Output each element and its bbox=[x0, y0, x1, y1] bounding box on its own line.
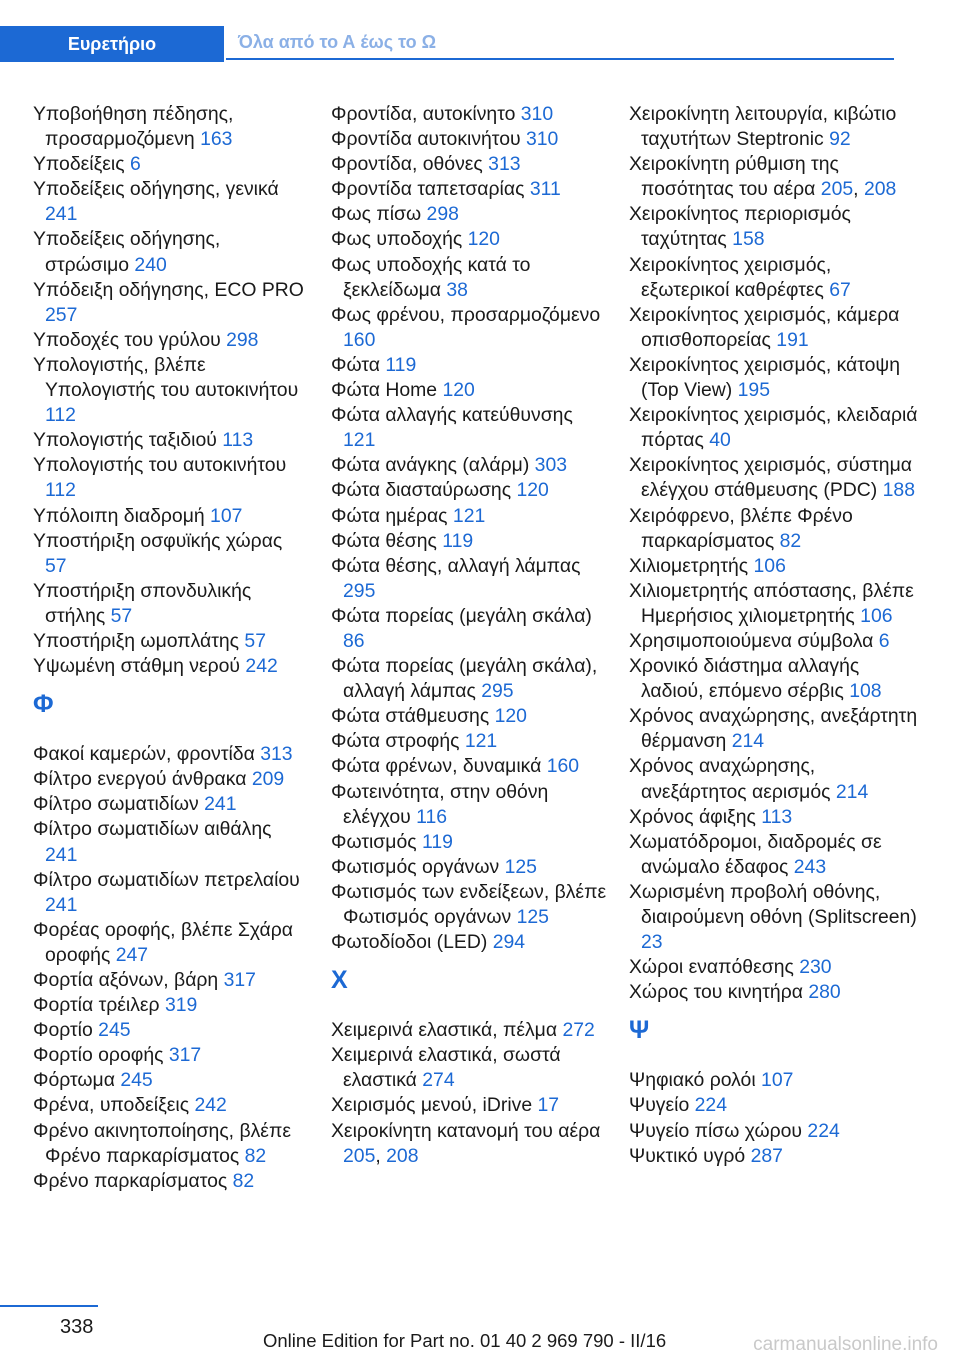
index-term: Φωτισμός των ενδείξεων, βλέπε Φωτισμός οργάνων bbox=[331, 880, 607, 928]
index-term: Φως φρένου, προσαρμοζόμενο bbox=[331, 303, 601, 326]
index-term: Φωτοδίοδοι (LED) bbox=[331, 931, 488, 954]
index-term: Υπολογιστής, βλέπε Υπολογιστής του αυτοκινήτου bbox=[33, 353, 299, 402]
page-link[interactable]: 6 bbox=[878, 629, 890, 652]
page-link[interactable]: 38 bbox=[446, 278, 468, 301]
page-link[interactable]: 317 bbox=[223, 969, 256, 991]
index-entry bbox=[33, 629, 305, 654]
index-entry bbox=[629, 654, 919, 704]
page-link[interactable]: 116 bbox=[416, 805, 448, 828]
index-entry bbox=[33, 428, 305, 453]
page-link[interactable]: 313 bbox=[488, 153, 521, 176]
index-entry bbox=[33, 654, 305, 679]
index-entry bbox=[629, 754, 919, 804]
page-link[interactable]: 119 bbox=[385, 353, 417, 376]
index-entry bbox=[629, 805, 919, 830]
index-entry bbox=[629, 579, 919, 629]
index-entry bbox=[629, 253, 919, 303]
page-link[interactable]: 241 bbox=[45, 843, 78, 866]
page-link[interactable]: 17 bbox=[537, 1094, 560, 1117]
page-link[interactable]: 274 bbox=[422, 1069, 455, 1092]
index-term: Χειροκίνητος περιορισμός ταχύτητας bbox=[629, 203, 851, 251]
index-entry bbox=[33, 993, 305, 1018]
index-entry bbox=[331, 303, 607, 353]
page-link[interactable]: 107 bbox=[761, 1069, 794, 1092]
index-term: Φρένο παρκαρίσματος bbox=[33, 1169, 228, 1192]
index-term: Χωρισμένη προβολή οθόνης, διαιρούμενη οθόνη (Splitscreen) bbox=[629, 880, 917, 928]
page-link[interactable]: 125 bbox=[504, 855, 537, 878]
index-term: Φώτα αλλαγής κατεύθυνσης bbox=[331, 404, 573, 427]
page-link[interactable]: 119 bbox=[421, 830, 453, 853]
section-tab[interactable]: Ευρετήριο bbox=[0, 26, 224, 62]
page-link[interactable]: 121 bbox=[452, 504, 486, 527]
page-link[interactable]: 287 bbox=[750, 1144, 783, 1167]
index-term: Χειροκίνητος χειρισμός, σύστημα ελέγχου στάθμευσης (PDC) bbox=[629, 454, 912, 502]
index-entry bbox=[331, 478, 607, 503]
index-term: Φώτα ημέρας bbox=[331, 504, 448, 527]
page-link[interactable]: 163 bbox=[200, 128, 233, 151]
page-link[interactable]: 208 bbox=[863, 178, 897, 201]
page-link[interactable]: 242 bbox=[194, 1094, 227, 1117]
index-entry bbox=[33, 767, 305, 792]
index-term: Υποστήριξη ωμοπλάτης bbox=[33, 629, 240, 652]
index-entry bbox=[331, 202, 607, 227]
index-term: Χωματόδρομοι, διαδρομές σε ανώμαλο έδαφος bbox=[629, 830, 882, 878]
index-entry bbox=[33, 817, 305, 867]
index-term: Ψηφιακό ρολόι bbox=[629, 1069, 756, 1092]
index-entry bbox=[331, 1093, 607, 1118]
index-entry bbox=[331, 855, 607, 880]
index-entry bbox=[629, 202, 919, 252]
page-link[interactable]: 57 bbox=[45, 554, 67, 577]
index-term: Ψυγείο πίσω χώρου bbox=[629, 1119, 803, 1142]
index-term: Φρένο ακινητοποίησης, βλέπε Φρένο παρκαρίσματος bbox=[33, 1119, 291, 1167]
index-term: Φακοί καμερών, φροντίδα bbox=[33, 743, 255, 766]
page-link[interactable]: 295 bbox=[343, 579, 376, 602]
index-term: Χειροκίνητος χειρισμός, κάμερα οπισθοπορείας bbox=[629, 303, 900, 351]
page-link[interactable]: 247 bbox=[115, 943, 149, 966]
index-term: Φορτία τρέιλερ bbox=[33, 994, 160, 1017]
index-term: Υπολογιστής του αυτοκινήτου bbox=[33, 454, 287, 477]
index-term: Χειροκίνητη ρύθμιση της ποσότητας του αέρα bbox=[629, 153, 839, 201]
index-entry bbox=[331, 754, 607, 779]
index-entry bbox=[331, 930, 607, 955]
index-term: Φως υποδοχής κατά το ξεκλείδωμα bbox=[331, 253, 531, 301]
index-term: Υποδοχές του γρύλου bbox=[33, 328, 221, 351]
index-entry bbox=[33, 579, 305, 629]
page-link[interactable]: 241 bbox=[45, 203, 78, 226]
index-term: Χειμερινά ελαστικά, σωστά ελαστικά bbox=[331, 1044, 561, 1092]
index-entry bbox=[331, 127, 607, 152]
page-link[interactable]: 280 bbox=[808, 981, 841, 1004]
index-entry bbox=[331, 453, 607, 478]
index-term: Χειμερινά ελαστικά, πέλμα bbox=[331, 1019, 558, 1042]
index-entry bbox=[629, 830, 919, 880]
index-entry bbox=[33, 504, 305, 529]
index-entry bbox=[331, 529, 607, 554]
page-link[interactable]: 313 bbox=[260, 743, 293, 766]
index-term: Φώτα φρένων, δυναμικά bbox=[331, 755, 542, 778]
index-entry bbox=[33, 918, 305, 968]
index-term: Φωτεινότητα, στην οθόνη ελέγχου bbox=[331, 780, 549, 828]
page-link[interactable]: 120 bbox=[494, 705, 527, 728]
page-link[interactable]: 319 bbox=[164, 994, 198, 1017]
index-entry bbox=[33, 152, 305, 177]
index-entry bbox=[331, 504, 607, 529]
index-term: Χώρος του κινητήρα bbox=[629, 981, 803, 1004]
chapter-title[interactable]: Όλα από το Α έως το Ω bbox=[226, 26, 894, 60]
index-entry bbox=[331, 102, 607, 127]
index-term: Υποστήριξη σπονδυλικής στήλης bbox=[33, 579, 252, 627]
page-link[interactable]: 120 bbox=[442, 379, 475, 402]
index-entry: Χειροκίνητη ρύθμιση της ποσότητας του αέρα 205, 208 bbox=[629, 153, 897, 201]
index-term: Φροντίδα αυτοκινήτου bbox=[331, 128, 521, 151]
index-term: Φώτα πορείας (μεγάλη σκάλα) bbox=[331, 604, 592, 627]
index-entry bbox=[33, 1119, 305, 1169]
index-entry bbox=[331, 880, 607, 930]
index-entry bbox=[33, 227, 305, 277]
index-term: Φώτα διασταύρωσης bbox=[331, 479, 512, 502]
index-entry bbox=[629, 1144, 919, 1169]
index-term: Φώτα στροφής bbox=[331, 730, 460, 753]
page-link[interactable]: 125 bbox=[516, 906, 549, 928]
index-entry bbox=[331, 704, 607, 729]
page-link[interactable]: 6 bbox=[129, 153, 141, 176]
page-link[interactable]: 214 bbox=[835, 780, 869, 803]
index-column-3 bbox=[629, 102, 919, 1169]
page-link[interactable]: 224 bbox=[807, 1119, 840, 1142]
index-term: Χρόνος άφιξης bbox=[629, 805, 756, 828]
index-term: Υποβοήθηση πέδησης, προσαρμοζόμενη bbox=[33, 103, 234, 151]
index-term: Χειροκίνητη κατανομή του αέρα bbox=[331, 1119, 601, 1142]
index-term: Υπολογιστής ταξιδιού bbox=[33, 429, 217, 452]
index-entry bbox=[331, 353, 607, 378]
page-link[interactable]: 310 bbox=[520, 103, 554, 125]
page-link[interactable]: 57 bbox=[110, 604, 133, 627]
index-term: Χειρισμός μενού, iDrive bbox=[331, 1094, 533, 1117]
page-link[interactable]: 82 bbox=[244, 1144, 267, 1167]
index-entry bbox=[629, 955, 919, 980]
index-term: Υψωμένη στάθμη νερού bbox=[33, 655, 241, 678]
index-entry bbox=[629, 453, 919, 503]
index-term: Υποδείξεις bbox=[33, 153, 125, 176]
index-term: Φίλτρο σωματιδίων πετρελαίου bbox=[33, 868, 300, 891]
index-entry bbox=[33, 102, 305, 152]
index-entry bbox=[33, 742, 305, 767]
index-term: Φώτα bbox=[331, 353, 380, 376]
index-entry bbox=[629, 1119, 919, 1144]
page-link[interactable]: 40 bbox=[709, 429, 731, 452]
index-letter-heading: Φ bbox=[33, 690, 54, 719]
page-link[interactable]: 119 bbox=[442, 529, 474, 552]
page-link[interactable]: 195 bbox=[737, 379, 770, 402]
index-entry bbox=[33, 278, 305, 328]
index-term: Υπόλοιπη διαδρομή bbox=[33, 504, 205, 527]
index-entry bbox=[331, 1043, 607, 1093]
page-link[interactable]: 224 bbox=[694, 1094, 727, 1117]
page-link[interactable]: 106 bbox=[753, 554, 786, 577]
page-link[interactable]: 245 bbox=[98, 1019, 131, 1042]
page-link[interactable]: 67 bbox=[829, 278, 851, 301]
index-term: Φώτα θέσης, αλλαγή λάμπας bbox=[331, 554, 581, 577]
page-link[interactable]: 241 bbox=[204, 793, 237, 816]
index-term: Φώτα πορείας (μεγάλη σκάλα), αλλαγή λάμπας bbox=[331, 655, 598, 703]
index-entry bbox=[33, 453, 305, 503]
page-link[interactable]: 112 bbox=[45, 479, 76, 502]
index-term: Υποστήριξη οσφυϊκής χώρας bbox=[33, 529, 283, 552]
index-entry bbox=[331, 177, 607, 202]
index-term: Φώτα στάθμευσης bbox=[331, 705, 490, 728]
index-entry bbox=[629, 353, 919, 403]
page-link[interactable]: 121 bbox=[343, 429, 376, 452]
index-entry bbox=[331, 253, 607, 303]
index-term: Φωτισμός bbox=[331, 830, 417, 853]
index-column-2 bbox=[331, 102, 607, 1169]
index-term: Ψυγείο bbox=[629, 1094, 690, 1117]
index-term: Φορτία αξόνων, βάρη bbox=[33, 969, 219, 991]
page-link[interactable]: 214 bbox=[731, 730, 765, 753]
page-link[interactable]: 272 bbox=[562, 1019, 595, 1042]
index-entry bbox=[331, 729, 607, 754]
index-entry bbox=[331, 152, 607, 177]
index-term: Ψυκτικό υγρό bbox=[629, 1144, 746, 1167]
index-entry bbox=[331, 1018, 607, 1043]
page-number: 338 bbox=[60, 1316, 94, 1338]
index-term: Χειροκίνητος χειρισμός, κάτοψη (Top View) bbox=[629, 353, 901, 402]
index-entry bbox=[331, 554, 607, 604]
index-entry bbox=[629, 629, 919, 654]
index-term: Φρένα, υποδείξεις bbox=[33, 1094, 190, 1117]
page-link[interactable]: 57 bbox=[244, 629, 266, 652]
page-link[interactable]: 243 bbox=[793, 855, 827, 878]
page-link[interactable]: 160 bbox=[546, 755, 580, 778]
page-link[interactable]: 245 bbox=[120, 1069, 153, 1092]
page-link[interactable]: 317 bbox=[168, 1044, 202, 1067]
page-link[interactable]: 241 bbox=[45, 893, 78, 916]
page-link[interactable]: 310 bbox=[525, 128, 559, 151]
index-term: Φως πίσω bbox=[331, 203, 422, 226]
index-entry bbox=[629, 554, 919, 579]
index-term: Φόρτωμα bbox=[33, 1069, 115, 1092]
page-link[interactable]: 112 bbox=[45, 404, 76, 427]
index-letter-heading: Ψ bbox=[629, 1016, 650, 1045]
index-term: Υποδείξεις οδήγησης, στρώσιμο bbox=[33, 228, 221, 276]
footer-rule bbox=[0, 1305, 98, 1307]
index-entry bbox=[331, 604, 607, 654]
index-term: Φροντίδα, αυτοκίνητο bbox=[331, 103, 516, 125]
index-entry bbox=[331, 227, 607, 252]
index-entry bbox=[33, 328, 305, 353]
index-entry bbox=[33, 1018, 305, 1043]
index-entry bbox=[33, 353, 305, 428]
page-link[interactable]: 298 bbox=[226, 328, 259, 351]
index-entry bbox=[33, 1068, 305, 1093]
page-link[interactable]: 294 bbox=[492, 931, 526, 954]
index-entry bbox=[629, 1068, 919, 1093]
index-term: Χρονικό διάστημα αλλαγής λαδιού, επόμενο σέρβις bbox=[629, 655, 860, 703]
page-link[interactable]: 205 bbox=[343, 1144, 376, 1167]
index-term: Υποδείξεις οδήγησης, γενικά bbox=[33, 178, 279, 201]
index-letter-heading: Χ bbox=[331, 966, 348, 995]
index-entry bbox=[629, 102, 919, 152]
index-entry bbox=[331, 830, 607, 855]
index-term: Φως υποδοχής bbox=[331, 228, 463, 251]
index-entry bbox=[331, 780, 607, 830]
index-term: Φώτα Home bbox=[331, 379, 438, 402]
index-entry bbox=[33, 1093, 305, 1118]
index-term: Φωτισμός οργάνων bbox=[331, 855, 500, 878]
index-term: Χρόνος αναχώρησης, ανεξάρτητη θέρμανση bbox=[629, 705, 918, 753]
page-link[interactable]: 113 bbox=[222, 429, 254, 452]
edition-line: Online Edition for Part no. 01 40 2 969 790 - II/16 bbox=[263, 1330, 667, 1351]
index-term: Φορέας οροφής, βλέπε Σχάρα οροφής bbox=[33, 918, 293, 966]
page-link[interactable]: 121 bbox=[464, 730, 498, 753]
index-term: Χιλιομετρητής bbox=[629, 554, 749, 577]
index-term: Φώτα ανάγκης (αλάρμ) bbox=[331, 454, 530, 477]
page-link[interactable]: 120 bbox=[467, 228, 500, 251]
watermark: carmanualsonline.info bbox=[753, 1334, 938, 1355]
index-entry bbox=[33, 868, 305, 918]
index-term: Υπόδειξη οδήγησης, ECO PRO bbox=[33, 278, 304, 301]
page-link[interactable]: 298 bbox=[426, 203, 459, 226]
index-term: Χειροκίνητη λειτουργία, κιβώτιο ταχυτήτων Steptronic bbox=[629, 103, 897, 151]
page-link[interactable]: 230 bbox=[799, 956, 832, 979]
page-link[interactable]: 86 bbox=[343, 629, 365, 652]
index-entry: Χειροκίνητη κατανομή του αέρα 205, 208 bbox=[331, 1119, 601, 1167]
page-link[interactable]: 113 bbox=[761, 805, 793, 828]
page-link[interactable]: 108 bbox=[849, 680, 882, 703]
index-term: Φορτίο bbox=[33, 1019, 93, 1042]
page-link[interactable]: 208 bbox=[386, 1144, 419, 1167]
page-link[interactable]: 209 bbox=[251, 768, 285, 791]
page-link[interactable]: 82 bbox=[779, 529, 802, 552]
page-link[interactable]: 107 bbox=[210, 504, 243, 527]
index-term: Χιλιομετρητής απόστασης, βλέπε Ημερήσιος χιλιομετρητής bbox=[629, 579, 914, 627]
page-link[interactable]: 205 bbox=[820, 178, 854, 201]
index-term: Χειρόφρενο, βλέπε Φρένο παρκαρίσματος bbox=[629, 504, 853, 552]
index-entry bbox=[629, 704, 919, 754]
page-link[interactable]: 82 bbox=[232, 1169, 255, 1192]
page-link[interactable]: 106 bbox=[860, 604, 893, 627]
page-link[interactable]: 188 bbox=[882, 479, 915, 502]
index-term: Χρησιμοποιούμενα σύμβολα bbox=[629, 629, 874, 652]
index-column-1 bbox=[33, 102, 305, 1194]
index-entry bbox=[33, 177, 305, 227]
index-term: Χώροι εναπόθεσης bbox=[629, 956, 794, 979]
index-entry bbox=[629, 1093, 919, 1118]
page-link[interactable]: 191 bbox=[776, 328, 809, 351]
index-entry bbox=[331, 403, 607, 453]
index-entry bbox=[629, 504, 919, 554]
page-link[interactable]: 303 bbox=[534, 454, 568, 477]
index-entry bbox=[629, 403, 919, 453]
page-link[interactable]: 295 bbox=[481, 680, 514, 703]
index-term: Φροντίδα, οθόνες bbox=[331, 153, 483, 176]
index-entry bbox=[33, 792, 305, 817]
index-entry bbox=[331, 378, 607, 403]
page-header bbox=[0, 26, 960, 62]
page-link[interactable]: 92 bbox=[829, 128, 851, 151]
index-term: Φίλτρο σωματιδίων αιθάλης bbox=[33, 818, 272, 841]
index-term: Χειροκίνητος χειρισμός, εξωτερικοί καθρέφτες bbox=[629, 253, 832, 301]
index-entry bbox=[33, 1169, 305, 1194]
page-link[interactable]: 240 bbox=[134, 253, 167, 276]
index-term: Χρόνος αναχώρησης, ανεξάρτητος αερισμός bbox=[629, 755, 831, 803]
index-term: Φίλτρο ενεργού άνθρακα bbox=[33, 768, 247, 791]
index-term: Φροντίδα ταπετσαρίας bbox=[331, 178, 525, 201]
page-link[interactable]: 311 bbox=[529, 178, 561, 201]
index-entry bbox=[33, 1043, 305, 1068]
index-entry bbox=[629, 303, 919, 353]
index-term: Χειροκίνητος χειρισμός, κλειδαριά πόρτας bbox=[629, 404, 918, 452]
page-link[interactable]: 120 bbox=[516, 479, 549, 502]
page-link[interactable]: 242 bbox=[245, 655, 278, 678]
page-link[interactable]: 23 bbox=[641, 931, 663, 954]
index-entry bbox=[33, 968, 305, 993]
page-link[interactable]: 257 bbox=[45, 303, 78, 326]
page-link[interactable]: 158 bbox=[732, 228, 765, 251]
index-term: Φίλτρο σωματιδίων bbox=[33, 793, 199, 816]
index-entry bbox=[629, 880, 919, 955]
index-entry bbox=[629, 980, 919, 1005]
index-entry bbox=[33, 529, 305, 579]
index-term: Φώτα θέσης bbox=[331, 529, 437, 552]
index-term: Φορτίο οροφής bbox=[33, 1044, 164, 1067]
page-link[interactable]: 160 bbox=[343, 328, 376, 351]
index-entry bbox=[331, 654, 607, 704]
